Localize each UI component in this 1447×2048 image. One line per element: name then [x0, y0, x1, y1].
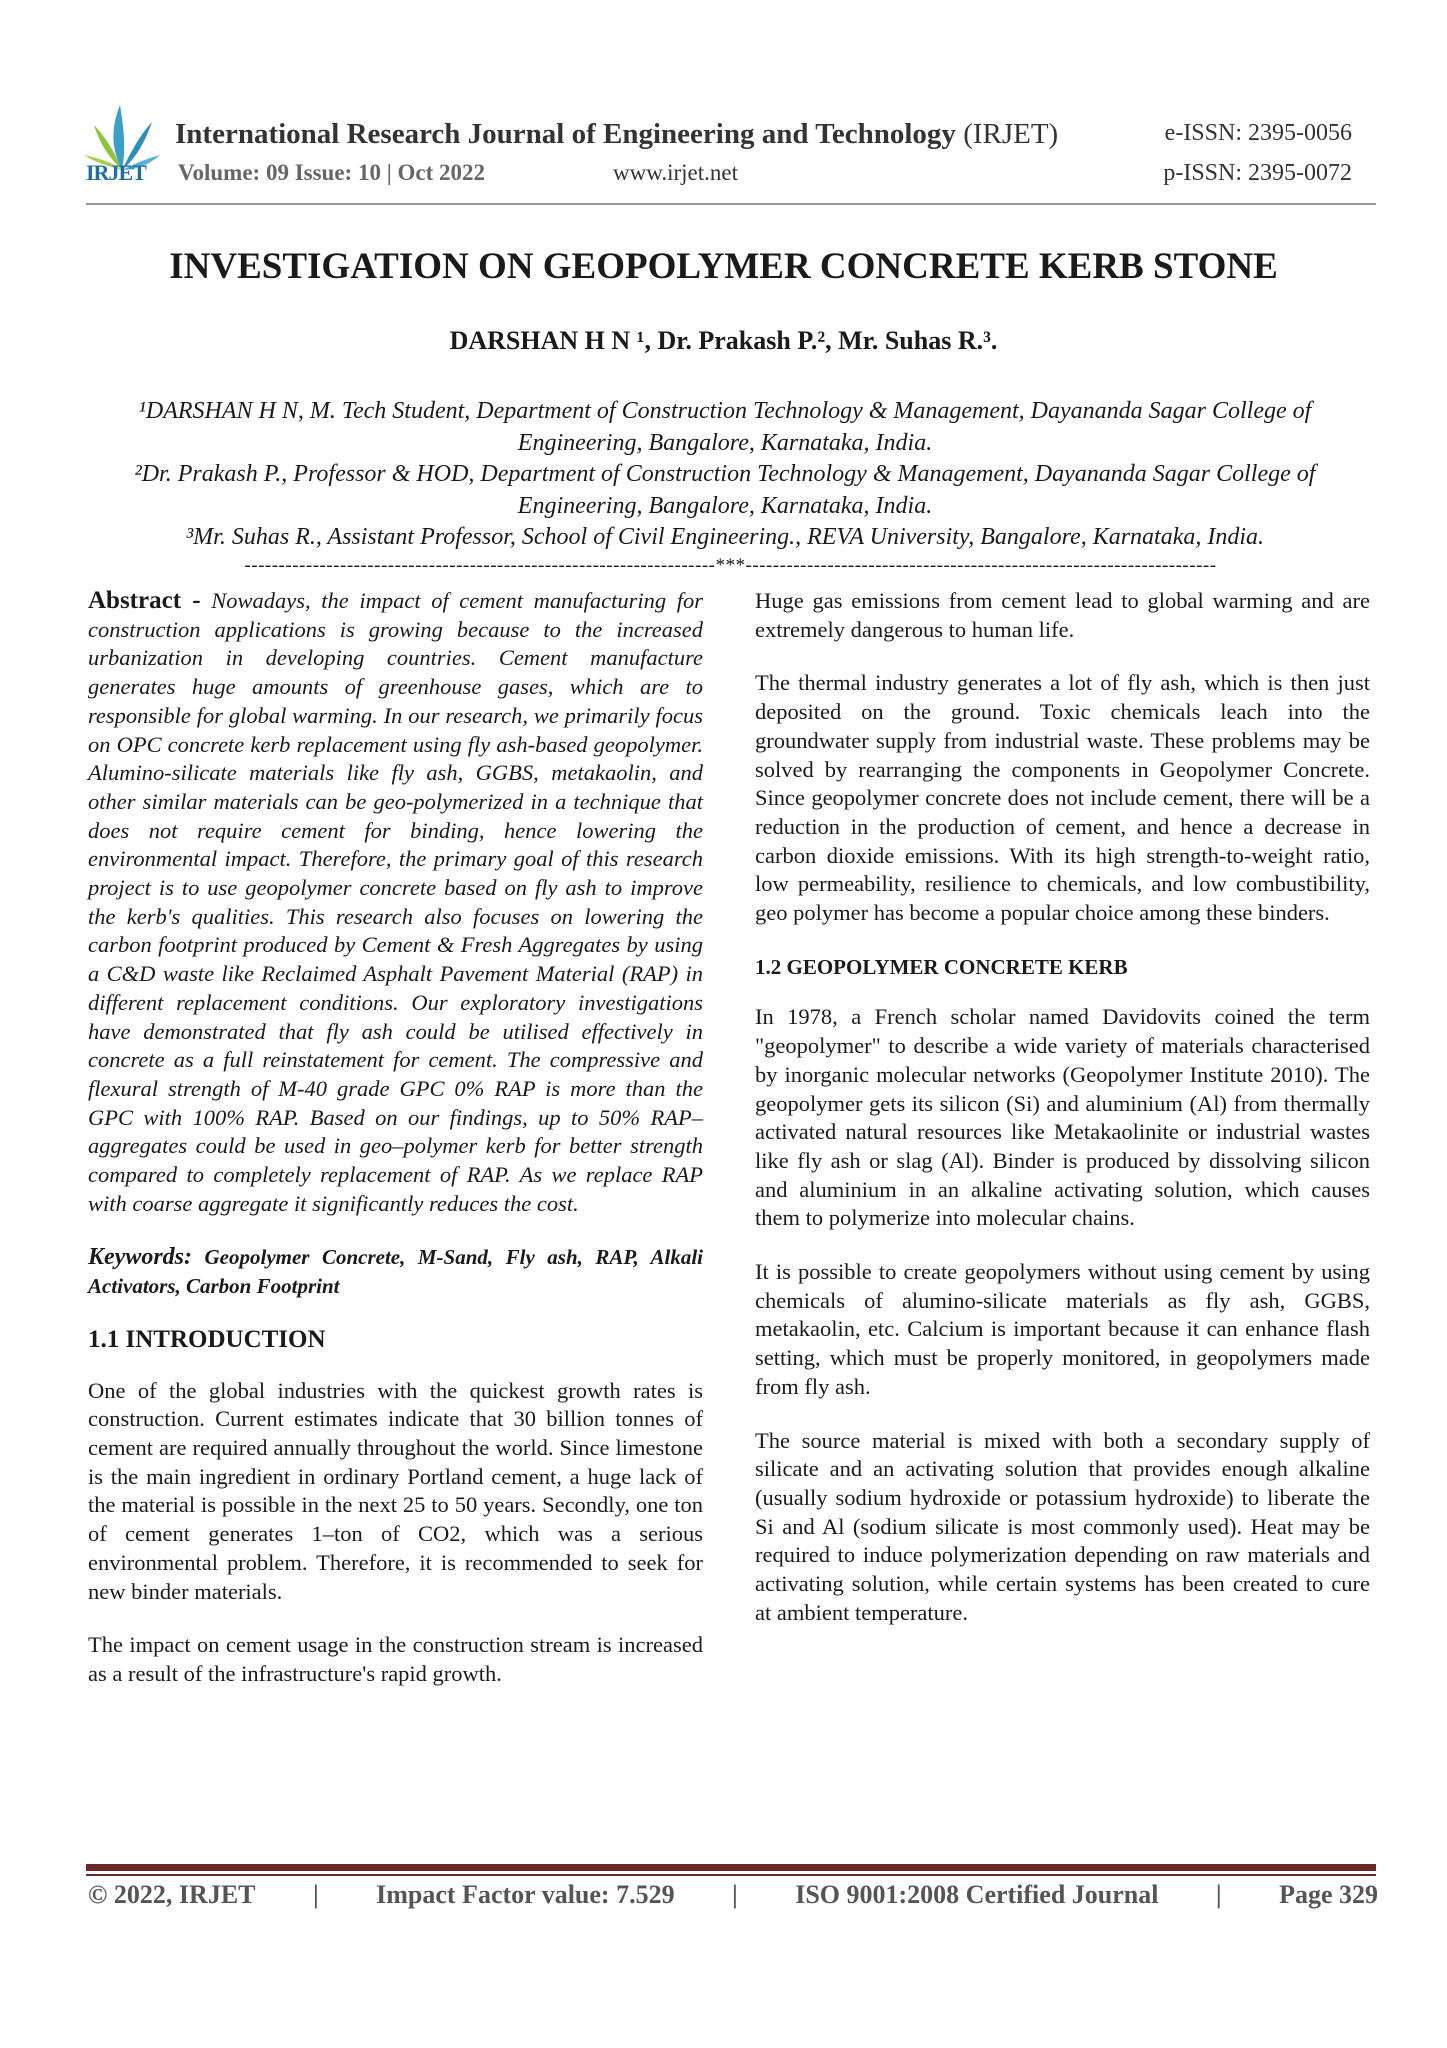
affiliation: ¹DARSHAN H N, M. Tech Student, Department of Construction Technology & Management, Dayananda Sagar College of Engineering, Bangalore, Karnataka, India. — [138, 398, 1312, 456]
footer-bar — [86, 1864, 1376, 1871]
affiliation: ³Mr. Suhas R., Assistant Professor, School of Civil Engineering., REVA University, Bangalore, Karnataka, India. — [185, 524, 1265, 550]
journal-name-text: International Research Journal of Engineering and Technology — [175, 118, 956, 150]
keywords-label: Keywords: — [88, 1244, 192, 1271]
volume-issue: Volume: 09 Issue: 10 | Oct 2022 — [178, 160, 486, 185]
paragraph: One of the global industries with the quickest growth rates is construction. Current estimates indicate that 30 billion tonnes of cement are required annually throughout the world. Since limestone is the main ingredient in ordinary Portland cement, a huge lack of the material is possible in the next 25 to 50 years. Secondly, one ton of cement generates 1–ton of CO2, which was a serious environmental problem. Therefore, it is recommended to seek for new binder materials. — [88, 1377, 703, 1604]
section-separator: ---------------------------------------------------------------------***--------------------------------------------------------------------- — [244, 555, 1217, 576]
kerb-heading: 1.2 GEOPOLYMER CONCRETE KERB — [755, 954, 1128, 979]
intro-heading: 1.1 INTRODUCTION — [88, 1325, 326, 1353]
footer-separator: | — [1215, 1880, 1222, 1909]
paper-title: INVESTIGATION ON GEOPOLYMER CONCRETE KERB STONE — [169, 246, 1278, 287]
footer — [88, 1880, 1378, 1910]
journal-name — [175, 118, 1058, 151]
pissn: p-ISSN: 2395-0072 — [1163, 160, 1352, 186]
footer-impact-factor: Impact Factor value: 7.529 — [376, 1880, 675, 1909]
abstract — [88, 587, 703, 1218]
paragraph: The thermal industry generates a lot of fly ash, which is then just deposited on the ground. Toxic chemicals leach into the groundwater supply from industrial waste. These problems may be solved by rearranging the components in Geopolymer Concrete. Since geopolymer concrete does not include cement, there will be a reduction in the production of cement, and hence a decrease in carbon dioxide emissions. With its high strength-to-weight ratio, low permeability, resilience to chemicals, and low combustibility, geo polymer has become a popular choice among these binders. — [755, 670, 1370, 926]
abstract-label: Abstract - — [88, 587, 201, 614]
eissn: e-ISSN: 2395-0056 — [1164, 120, 1352, 146]
header-divider — [86, 203, 1376, 205]
footer-iso: ISO 9001:2008 Certified Journal — [795, 1880, 1159, 1909]
paragraph: Huge gas emissions from cement lead to global warming and are extremely dangerous to human life. — [755, 588, 1370, 642]
keywords — [88, 1243, 703, 1300]
footer-separator: | — [732, 1880, 738, 1909]
footer-page-number: Page 329 — [1279, 1880, 1378, 1909]
paragraph: In 1978, a French scholar named Davidovits coined the term "geopolymer" to describe a wide variety of materials characterised by inorganic molecular networks (Geopolymer Institute 2010). The geopolymer gets its silicon (Si) and aluminium (Al) from thermally activated natural resources like Metakaolinite or industrial wastes like fly ash or slag (Al). Binder is produced by dissolving silicon and aluminium in an alkaline activating solution, which causes them to polymerize into molecular chains. — [755, 1004, 1370, 1231]
footer-separator: | — [312, 1880, 319, 1909]
paragraph: It is possible to create geopolymers without using cement by using chemicals of alumino-silicate materials as fly ash, GGBS, metakaolin, etc. Calcium is important because it can enhance flash setting, which must be properly monitored, in geopolymers made from fly ash. — [755, 1259, 1370, 1399]
paragraph: The source material is mixed with both a secondary supply of silicate and an activating solution that provides enough alkaline (usually sodium hydroxide or potassium hydroxide) to liberate the Si and Al (sodium silicate is most commonly used). Heat may be required to induce polymerization depending on raw materials and activating solution, while certain systems has been created to cure at ambient temperature. — [755, 1427, 1370, 1625]
footer-bar-thin — [86, 1874, 1376, 1876]
right-column — [755, 587, 1370, 1653]
left-column — [88, 587, 703, 1714]
footer-copyright: © 2022, IRJET — [88, 1880, 256, 1909]
keywords-text: Geopolymer Concrete, M-Sand, Fly ash, RAP, Alkali Activators, Carbon Footprint — [88, 1245, 704, 1299]
authors: DARSHAN H N ¹, Dr. Prakash P.², Mr. Suhas R.³. — [449, 326, 998, 355]
paragraph: The impact on cement usage in the construction stream is increased as a result of the infrastructure's rapid growth. — [88, 1632, 703, 1686]
website-link[interactable]: www.irjet.net — [613, 160, 738, 185]
journal-abbr: (IRJET) — [963, 118, 1059, 150]
affiliations — [100, 396, 1350, 554]
affiliation: ²Dr. Prakash P., Professor & HOD, Department of Construction Technology & Management, Dayananda Sagar College of Engineering, Bangalore, Karnataka, India. — [134, 461, 1316, 519]
logo-text: IRJET — [86, 160, 146, 185]
abstract-text: Nowadays, the impact of cement manufacturing for construction applications is growing because to the increased urbanization in developing countries. Cement manufacture generates huge amounts of greenhouse gases, which are to responsible for global warming. In our research, we primarily focus on OPC concrete kerb replacement using fly ash-based geopolymer. Alumino-silicate materials like fly ash, GGBS, metakaolin, and other similar materials can be geo-polymerized in a technique that does not require cement for binding, hence lowering the environmental impact. Therefore, the primary goal of this research project is to use geopolymer concrete based on fly ash to improve the kerb's qualities. This research also focuses on lowering the carbon footprint produced by Cement & Fresh Aggregates by using a C&D waste like Reclaimed Asphalt Pavement Material (RAP) in different replacement conditions. Our exploratory investigations have demonstrated that fly ash could be utilised effectively in concrete as a full reinstatement for cement. The compressive and flexural strength of M-40 grade GPC 0% RAP is more than the GPC with 100% RAP. Based on our findings, up to 50% RAP–aggregates could be used in geo–polymer kerb for better strength compared to completely replacement of RAP. As we replace RAP with coarse aggregate it significantly reduces the cost. — [88, 588, 704, 1216]
